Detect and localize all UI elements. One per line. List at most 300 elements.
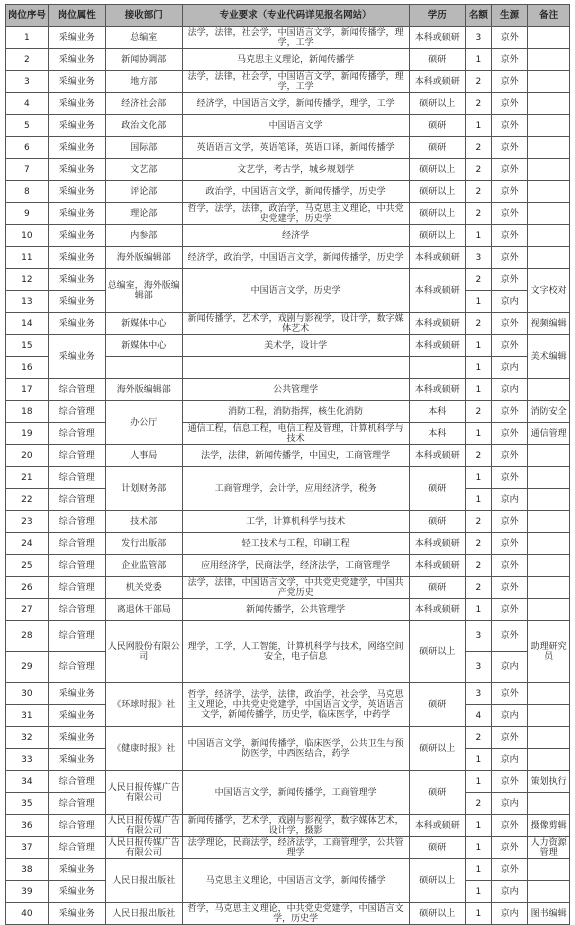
- row-note: [528, 859, 570, 881]
- row-major: 政治学，中国语言文学，新闻传播学，历史学: [182, 181, 409, 203]
- row-major: 文艺学，考古学，城乡规划学: [182, 159, 409, 181]
- row-source: 京外: [492, 181, 528, 203]
- row-count: 2: [465, 555, 491, 577]
- row-source: 京内: [492, 705, 528, 727]
- row-dept: 办公厅: [105, 401, 182, 445]
- header-note: 备注: [528, 5, 570, 27]
- row-dept: 计划财务部: [105, 467, 182, 511]
- row-count: 1: [465, 291, 491, 313]
- row-no: 6: [6, 137, 49, 159]
- row-source: 京外: [492, 683, 528, 705]
- row-major: 新闻传播学，艺术学，戏剧与影视学，设计学，数字媒体艺术: [182, 313, 409, 335]
- row-no: 27: [6, 599, 49, 621]
- table-row: [6, 71, 570, 93]
- job-table-container: [5, 4, 570, 925]
- row-major: 轻工技术与工程，印刷工程: [182, 533, 409, 555]
- row-attr: 采编业务: [48, 705, 105, 727]
- table-row: [6, 203, 570, 225]
- row-major: 中国语言文学，新闻传播学，临床医学，公共卫生与预防医学，中西医结合，药学: [182, 727, 409, 771]
- row-dept: 国际部: [105, 137, 182, 159]
- row-major: 消防工程，消防指挥，核生化消防: [182, 401, 409, 423]
- row-edu: 硕研以上: [409, 181, 465, 203]
- row-attr: 采编业务: [48, 335, 105, 379]
- row-attr: 采编业务: [48, 291, 105, 313]
- row-edu: 本科或硕研: [409, 269, 465, 313]
- row-attr: 采编业务: [48, 71, 105, 93]
- row-source: 京外: [492, 401, 528, 423]
- row-no: 5: [6, 115, 49, 137]
- job-table: [5, 4, 570, 925]
- row-no: 7: [6, 159, 49, 181]
- row-count: 1: [465, 467, 491, 489]
- row-edu: 硕研: [409, 115, 465, 137]
- row-source: 京外: [492, 599, 528, 621]
- row-dept: 新闻协调部: [105, 49, 182, 71]
- row-note: [528, 159, 570, 181]
- row-source: 京外: [492, 137, 528, 159]
- row-no: 22: [6, 489, 49, 511]
- row-no: 16: [6, 357, 49, 379]
- row-count: 1: [465, 837, 491, 859]
- header-major: 专业要求（专业代码详见报名网站）: [182, 5, 409, 27]
- table-row: [6, 837, 570, 859]
- row-no: 18: [6, 401, 49, 423]
- row-source: 京外: [492, 335, 528, 357]
- row-note: [528, 749, 570, 771]
- row-count: 2: [465, 533, 491, 555]
- table-row: [6, 533, 570, 555]
- row-note: [528, 49, 570, 71]
- table-row: [6, 577, 570, 599]
- table-row: [6, 225, 570, 247]
- row-source: 京外: [492, 771, 528, 793]
- header-no: 岗位序号: [6, 5, 49, 27]
- row-note: [528, 379, 570, 401]
- row-note: [528, 203, 570, 225]
- row-count: 1: [465, 379, 491, 401]
- table-row: [6, 423, 570, 445]
- row-edu: 硕研: [409, 683, 465, 727]
- header-count: 名额: [465, 5, 491, 27]
- row-no: 1: [6, 27, 49, 49]
- row-source: 京外: [492, 533, 528, 555]
- table-row: [6, 247, 570, 269]
- row-major: 新闻传播学，公共管理学: [182, 599, 409, 621]
- row-attr: 采编业务: [48, 203, 105, 225]
- row-count: 1: [465, 423, 491, 445]
- row-major: 法学理论，民商法学，经济法学，工商管理学，公共管理学: [182, 837, 409, 859]
- row-attr: 采编业务: [48, 225, 105, 247]
- row-count: 3: [465, 27, 491, 49]
- row-note: 视频编辑: [528, 313, 570, 335]
- row-source: 京外: [492, 423, 528, 445]
- row-note: [528, 115, 570, 137]
- row-edu: [409, 357, 465, 379]
- row-count: 3: [465, 683, 491, 705]
- row-dept: 文艺部: [105, 159, 182, 181]
- row-no: 32: [6, 727, 49, 749]
- row-no: 11: [6, 247, 49, 269]
- row-attr: 综合管理: [48, 621, 105, 652]
- row-no: 13: [6, 291, 49, 313]
- row-dept: 人民网股份有限公司: [105, 621, 182, 683]
- row-note: 策划执行: [528, 771, 570, 793]
- row-source: 京外: [492, 93, 528, 115]
- row-major: 法学，法律，新闻传播学，中国史，工商管理学: [182, 445, 409, 467]
- table-row: [6, 903, 570, 925]
- row-major: 哲学，经济学，法学，法律，政治学，社会学，马克思主义理论，中共党史党建学，中国语言文学，英语语言文学，新闻传播学，历史学，临床医学，中药学: [182, 683, 409, 727]
- row-dept: 技术部: [105, 511, 182, 533]
- row-source: 京内: [492, 749, 528, 771]
- row-note: 文字校对: [528, 269, 570, 313]
- row-source: 京内: [492, 903, 528, 925]
- row-edu: 本科或硕研: [409, 379, 465, 401]
- row-major: 马克思主义理论，新闻传播学: [182, 49, 409, 71]
- row-dept: 企业监管部: [105, 555, 182, 577]
- row-note: [528, 71, 570, 93]
- row-dept: 发行出版部: [105, 533, 182, 555]
- row-dept: 总编室，海外版编辑部: [105, 269, 182, 313]
- row-attr: 综合管理: [48, 577, 105, 599]
- row-attr: 综合管理: [48, 467, 105, 489]
- row-dept: 离退休干部局: [105, 599, 182, 621]
- row-no: 2: [6, 49, 49, 71]
- header-source: 生源: [492, 5, 528, 27]
- table-row: [6, 621, 570, 652]
- row-dept: 新媒体中心: [105, 313, 182, 335]
- row-no: 30: [6, 683, 49, 705]
- row-note: [528, 511, 570, 533]
- row-note: [528, 533, 570, 555]
- row-attr: 采编业务: [48, 903, 105, 925]
- row-source: 京外: [492, 815, 528, 837]
- table-row: [6, 269, 570, 291]
- row-note: [528, 577, 570, 599]
- row-dept: 理论部: [105, 203, 182, 225]
- row-source: 京外: [492, 71, 528, 93]
- row-dept: 内参部: [105, 225, 182, 247]
- row-attr: 综合管理: [48, 815, 105, 837]
- row-edu: 硕研以上: [409, 621, 465, 683]
- row-no: 17: [6, 379, 49, 401]
- row-attr: 综合管理: [48, 511, 105, 533]
- row-major: 中国语言文学，历史学: [182, 269, 409, 313]
- row-edu: 本科或硕研: [409, 335, 465, 357]
- row-count: 2: [465, 181, 491, 203]
- row-attr: 采编业务: [48, 27, 105, 49]
- row-dept: 人民日报传媒广告有限公司: [105, 815, 182, 837]
- row-count: 1: [465, 881, 491, 903]
- row-count: 1: [465, 225, 491, 247]
- row-major: 英语语言文学，英语笔译，英语口译，新闻传播学: [182, 137, 409, 159]
- row-note: 摄像剪辑: [528, 815, 570, 837]
- row-source: 京外: [492, 837, 528, 859]
- row-source: 京外: [492, 269, 528, 291]
- row-note: [528, 489, 570, 511]
- row-note: [528, 93, 570, 115]
- row-attr: 采编业务: [48, 159, 105, 181]
- row-edu: 硕研以上: [409, 727, 465, 771]
- row-attr: 采编业务: [48, 93, 105, 115]
- row-attr: 采编业务: [48, 859, 105, 881]
- row-note: [528, 705, 570, 727]
- row-dept: 人民日报出版社: [105, 859, 182, 903]
- table-row: [6, 771, 570, 793]
- row-no: 40: [6, 903, 49, 925]
- row-edu: 硕研: [409, 577, 465, 599]
- row-note: [528, 467, 570, 489]
- row-major: 工商管理学，会计学，应用经济学，税务: [182, 467, 409, 511]
- table-row: [6, 511, 570, 533]
- row-attr: 采编业务: [48, 181, 105, 203]
- row-note: [528, 137, 570, 159]
- row-note: [528, 181, 570, 203]
- table-row: [6, 815, 570, 837]
- row-edu: 本科或硕研: [409, 533, 465, 555]
- row-count: 2: [465, 203, 491, 225]
- row-edu: 本科: [409, 423, 465, 445]
- row-source: 京外: [492, 27, 528, 49]
- table-row: [6, 115, 570, 137]
- row-count: 1: [465, 357, 491, 379]
- row-count: 2: [465, 793, 491, 815]
- row-no: 10: [6, 225, 49, 247]
- row-source: 京内: [492, 379, 528, 401]
- row-attr: 采编业务: [48, 49, 105, 71]
- row-count: 3: [465, 621, 491, 652]
- row-source: 京外: [492, 225, 528, 247]
- row-edu: 本科: [409, 401, 465, 423]
- table-row: [6, 27, 570, 49]
- row-note: 人力资源管理: [528, 837, 570, 859]
- row-attr: 综合管理: [48, 599, 105, 621]
- row-no: 15: [6, 335, 49, 357]
- row-major: 马克思主义理论，中国语言文学，新闻传播学: [182, 859, 409, 903]
- row-no: 20: [6, 445, 49, 467]
- row-attr: 综合管理: [48, 489, 105, 511]
- row-no: 24: [6, 533, 49, 555]
- row-no: 23: [6, 511, 49, 533]
- row-attr: 采编业务: [48, 115, 105, 137]
- row-major: 经济学，政治学，中国语言文学，新闻传播学，历史学: [182, 247, 409, 269]
- row-attr: 综合管理: [48, 793, 105, 815]
- table-row: [6, 137, 570, 159]
- row-count: 1: [465, 49, 491, 71]
- table-row: [6, 159, 570, 181]
- row-major: 法学，法律，社会学，中国语言文学，新闻传播学，理学，工学: [182, 71, 409, 93]
- table-row: [6, 859, 570, 881]
- row-dept: 《健康时报》社: [105, 727, 182, 771]
- row-source: 京内: [492, 793, 528, 815]
- row-count: 2: [465, 577, 491, 599]
- row-major: 法学，法律，中国语言文学，中共党史党建学，中国共产党历史: [182, 577, 409, 599]
- row-edu: 本科或硕研: [409, 445, 465, 467]
- row-source: 京外: [492, 313, 528, 335]
- row-attr: 采编业务: [48, 727, 105, 749]
- row-major: 中国语言文学，新闻传播学，工商管理学: [182, 771, 409, 815]
- row-edu: 硕研: [409, 137, 465, 159]
- row-dept: 总编室: [105, 27, 182, 49]
- row-source: 京外: [492, 467, 528, 489]
- row-attr: 综合管理: [48, 533, 105, 555]
- row-count: 1: [465, 749, 491, 771]
- row-major: 哲学，法学，法律，政治学，马克思主义理论，中共党史党建学，历史学: [182, 203, 409, 225]
- row-edu: 硕研: [409, 837, 465, 859]
- row-major: [182, 357, 409, 379]
- row-attr: 综合管理: [48, 401, 105, 423]
- table-row: [6, 555, 570, 577]
- row-dept: 《环球时报》社: [105, 683, 182, 727]
- row-source: 京内: [492, 881, 528, 903]
- row-edu: 硕研以上: [409, 159, 465, 181]
- row-edu: 硕研: [409, 771, 465, 815]
- row-major: 工学，计算机科学与技术: [182, 511, 409, 533]
- row-note: 图书编辑: [528, 903, 570, 925]
- row-source: 京外: [492, 247, 528, 269]
- row-count: 1: [465, 335, 491, 357]
- row-edu: 本科或硕研: [409, 247, 465, 269]
- row-no: 9: [6, 203, 49, 225]
- row-source: 京外: [492, 115, 528, 137]
- row-source: 京外: [492, 859, 528, 881]
- row-source: 京外: [492, 577, 528, 599]
- row-source: 京外: [492, 159, 528, 181]
- row-dept: 海外版编辑部: [105, 247, 182, 269]
- row-no: 38: [6, 859, 49, 881]
- row-dept: 经济社会部: [105, 93, 182, 115]
- row-edu: 硕研以上: [409, 203, 465, 225]
- row-note: 通信管理: [528, 423, 570, 445]
- row-attr: 采编业务: [48, 137, 105, 159]
- row-note: [528, 793, 570, 815]
- row-edu: 硕研以上: [409, 859, 465, 903]
- row-no: 28: [6, 621, 49, 652]
- table-row: [6, 49, 570, 71]
- row-note: 助理研究员: [528, 621, 570, 683]
- row-count: 3: [465, 652, 491, 683]
- row-source: 京内: [492, 291, 528, 313]
- row-attr: 综合管理: [48, 555, 105, 577]
- row-source: 京内: [492, 357, 528, 379]
- row-count: 2: [465, 313, 491, 335]
- row-major: 哲学，马克思主义理论，中共党史党建学，中国语言文学，历史学: [182, 903, 409, 925]
- row-count: 2: [465, 401, 491, 423]
- row-count: 3: [465, 247, 491, 269]
- row-major: 理学，工学，人工智能，计算机科学与技术，网络空间安全，电子信息: [182, 621, 409, 683]
- row-no: 29: [6, 652, 49, 683]
- row-count: 2: [465, 137, 491, 159]
- header-attr: 岗位属性: [48, 5, 105, 27]
- row-dept: 评论部: [105, 181, 182, 203]
- row-note: [528, 225, 570, 247]
- row-no: 4: [6, 93, 49, 115]
- row-attr: 采编业务: [48, 881, 105, 903]
- row-no: 8: [6, 181, 49, 203]
- row-count: 2: [465, 71, 491, 93]
- row-count: 2: [465, 93, 491, 115]
- row-attr: 采编业务: [48, 749, 105, 771]
- row-note: [528, 727, 570, 749]
- row-major: 公共管理学: [182, 379, 409, 401]
- table-row: [6, 467, 570, 489]
- row-no: 26: [6, 577, 49, 599]
- row-note: [528, 881, 570, 903]
- row-no: 14: [6, 313, 49, 335]
- row-attr: 综合管理: [48, 379, 105, 401]
- row-edu: 本科或硕研: [409, 555, 465, 577]
- row-count: 2: [465, 159, 491, 181]
- row-note: 消防安全: [528, 401, 570, 423]
- table-row: [6, 93, 570, 115]
- row-count: 4: [465, 705, 491, 727]
- row-count: 2: [465, 511, 491, 533]
- row-note: [528, 27, 570, 49]
- row-source: 京外: [492, 203, 528, 225]
- row-edu: 本科或硕研: [409, 71, 465, 93]
- row-dept: 政治文化部: [105, 115, 182, 137]
- row-major: 通信工程，信息工程，电信工程及管理，计算机科学与技术: [182, 423, 409, 445]
- row-count: 1: [465, 903, 491, 925]
- row-no: 35: [6, 793, 49, 815]
- row-count: 2: [465, 269, 491, 291]
- row-count: 1: [465, 815, 491, 837]
- row-attr: 综合管理: [48, 837, 105, 859]
- table-row: [6, 379, 570, 401]
- row-source: 京内: [492, 652, 528, 683]
- row-major: 经济学: [182, 225, 409, 247]
- row-no: 34: [6, 771, 49, 793]
- row-count: 1: [465, 771, 491, 793]
- row-count: 2: [465, 445, 491, 467]
- row-attr: 采编业务: [48, 269, 105, 291]
- table-body: [6, 27, 570, 925]
- row-major: 新闻传播学，艺术学，戏剧与影视学，数字媒体艺术，设计学，摄影: [182, 815, 409, 837]
- row-note: [528, 599, 570, 621]
- row-edu: 本科或硕研: [409, 599, 465, 621]
- row-note: [528, 555, 570, 577]
- row-no: 3: [6, 71, 49, 93]
- row-count: 1: [465, 115, 491, 137]
- table-row: [6, 727, 570, 749]
- row-attr: 综合管理: [48, 423, 105, 445]
- row-dept: 人民日报传媒广告有限公司: [105, 837, 182, 859]
- row-dept: 海外版编辑部: [105, 379, 182, 401]
- row-no: 12: [6, 269, 49, 291]
- row-no: 25: [6, 555, 49, 577]
- row-major: 美术学，设计学: [182, 335, 409, 357]
- row-note: [528, 683, 570, 705]
- row-edu: 硕研以上: [409, 225, 465, 247]
- row-no: 36: [6, 815, 49, 837]
- row-source: 京内: [492, 489, 528, 511]
- row-major: 法学，法律，社会学，中国语言文学，新闻传播学，理学，工学: [182, 27, 409, 49]
- row-source: 京外: [492, 49, 528, 71]
- row-major: 应用经济学，民商法学，经济法学，工商管理学: [182, 555, 409, 577]
- row-dept: 机关党委: [105, 577, 182, 599]
- row-note: [528, 247, 570, 269]
- row-dept: 地方部: [105, 71, 182, 93]
- row-note: [528, 445, 570, 467]
- row-edu: 硕研以上: [409, 903, 465, 925]
- row-dept: 人民日报传媒广告有限公司: [105, 771, 182, 815]
- row-edu: 硕研: [409, 467, 465, 511]
- table-row: [6, 335, 570, 357]
- row-major: 中国语言文学: [182, 115, 409, 137]
- row-edu: 本科或硕研: [409, 313, 465, 335]
- header-edu: 学历: [409, 5, 465, 27]
- table-row: [6, 401, 570, 423]
- row-count: 1: [465, 489, 491, 511]
